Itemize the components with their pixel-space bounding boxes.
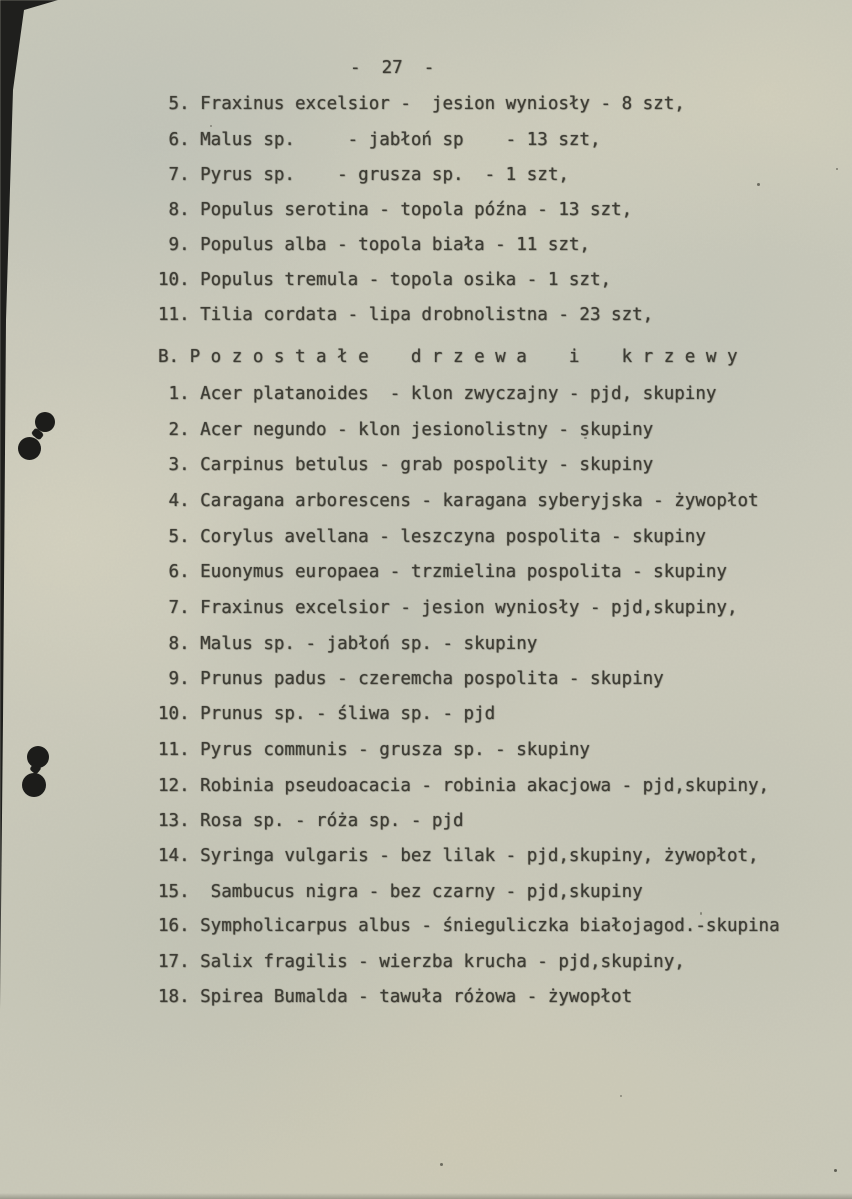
typed-line: 6. Malus sp. - jabłoń sp - 13 szt,	[158, 130, 601, 150]
typed-line: 10. Prunus sp. - śliwa sp. - pjd	[158, 704, 496, 724]
typed-line: 5. Fraxinus excelsior - jesion wyniosły - 8 szt,	[158, 94, 685, 114]
typed-line: 6. Euonymus europaea - trzmielina pospolita - skupiny	[158, 562, 727, 582]
typed-line: 9. Prunus padus - czeremcha pospolita - skupiny	[158, 669, 664, 689]
typed-line: 14. Syringa vulgaris - bez lilak - pjd,skupiny, żywopłot,	[158, 846, 759, 866]
typed-line: 7. Fraxinus excelsior - jesion wyniosły - pjd,skupiny,	[158, 598, 738, 618]
typed-line: 2. Acer negundo - klon jesionolistny - skupiny	[158, 420, 654, 440]
typed-line: 8. Malus sp. - jabłoń sp. - skupiny	[158, 634, 538, 654]
typed-line: 11. Tilia cordata - lipa drobnolistna - 23 szt,	[158, 305, 654, 325]
typed-line: 12. Robinia pseudoacacia - robinia akacjowa - pjd,skupiny,	[158, 776, 770, 796]
typed-line: 4. Caragana arborescens - karagana syberyjska - żywopłot	[158, 491, 759, 511]
typed-line: 10. Populus tremula - topola osika - 1 szt,	[158, 270, 612, 290]
typed-line: 16. Sympholicarpus albus - śnieguliczka białojagod.-skupina	[158, 916, 780, 936]
typed-line: 9. Populus alba - topola biała - 11 szt,	[158, 235, 590, 255]
typed-line: 8. Populus serotina - topola późna - 13 szt,	[158, 200, 633, 220]
typed-line: 13. Rosa sp. - róża sp. - pjd	[158, 811, 464, 831]
typed-line: 15. Sambucus nigra - bez czarny - pjd,skupiny	[158, 882, 643, 902]
page-number: - 27 -	[350, 58, 435, 78]
typed-line: 5. Corylus avellana - leszczyna pospolita - skupiny	[158, 527, 706, 547]
section-b-header: B. P o z o s t a ł e d r z e w a i k r z e w y	[158, 347, 738, 367]
typed-line: 18. Spirea Bumalda - tawuła różowa - żywopłot	[158, 987, 633, 1007]
typed-line: 17. Salix fragilis - wierzba krucha - pjd,skupiny,	[158, 952, 685, 972]
typed-line: 1. Acer platanoides - klon zwyczajny - pjd, skupiny	[158, 384, 717, 404]
typed-line: 11. Pyrus communis - grusza sp. - skupiny	[158, 740, 590, 760]
typed-line: 3. Carpinus betulus - grab pospolity - skupiny	[158, 455, 654, 475]
typed-line: 7. Pyrus sp. - grusza sp. - 1 szt,	[158, 165, 569, 185]
